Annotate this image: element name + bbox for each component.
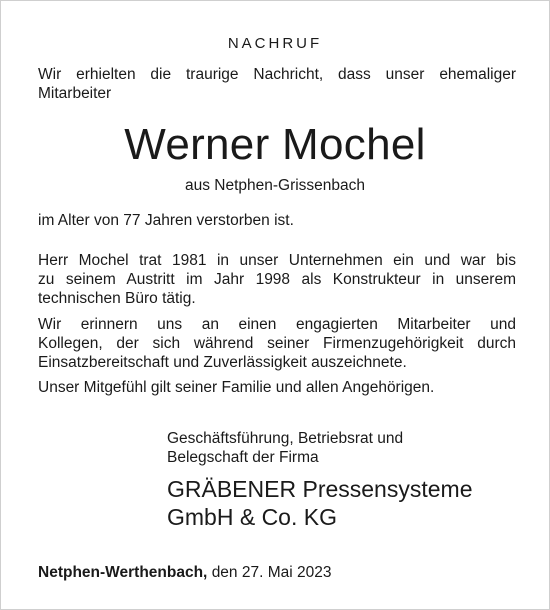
career-line: technischen Büro tätig. (38, 290, 196, 307)
signers-line: Geschäftsführung, Betriebsrat und (167, 430, 404, 447)
notice-heading: NACHRUF (227, 35, 323, 52)
intro-paragraph (38, 65, 516, 103)
memory-line: Wir erinnern uns an einen engagierten Mitarbeiter und (38, 316, 516, 333)
memory-paragraph (38, 315, 516, 372)
sympathy-line: Unser Mitgefühl gilt seiner Familie und allen Angehörigen. (38, 379, 435, 396)
company-line: GmbH & Co. KG (167, 504, 337, 530)
career-paragraph (38, 251, 516, 308)
deceased-name: Werner Mochel (124, 120, 426, 169)
memory-line: Kollegen, der sich während seiner Firmenzugehörigkeit durch (38, 335, 516, 352)
signers-block (167, 429, 507, 467)
intro-line: Mitarbeiter (38, 85, 112, 102)
place-label: Netphen-Werthenbach, (38, 564, 208, 581)
signers-line: Belegschaft der Firma (167, 449, 319, 466)
company-line: GRÄBENER Pressensysteme (167, 476, 473, 502)
place-date (38, 563, 331, 582)
age-statement (38, 211, 516, 230)
deceased-origin: aus Netphen-Grissenbach (184, 177, 366, 194)
company-name (167, 475, 527, 531)
date-label: den 27. Mai 2023 (211, 564, 332, 581)
career-line: Herr Mochel trat 1981 in unser Unternehmen ein und war bis (38, 252, 516, 269)
age-line: im Alter von 77 Jahren verstorben ist. (38, 212, 294, 229)
memory-line: Einsatzbereitschaft und Zuverlässigkeit auszeichnete. (38, 354, 407, 371)
career-line: zu seinem Austritt im Jahr 1998 als Konstrukteur in unserem (38, 271, 516, 288)
intro-line: Wir erhielten die traurige Nachricht, dass unser ehemaliger (38, 66, 516, 83)
sympathy-statement (38, 378, 516, 397)
